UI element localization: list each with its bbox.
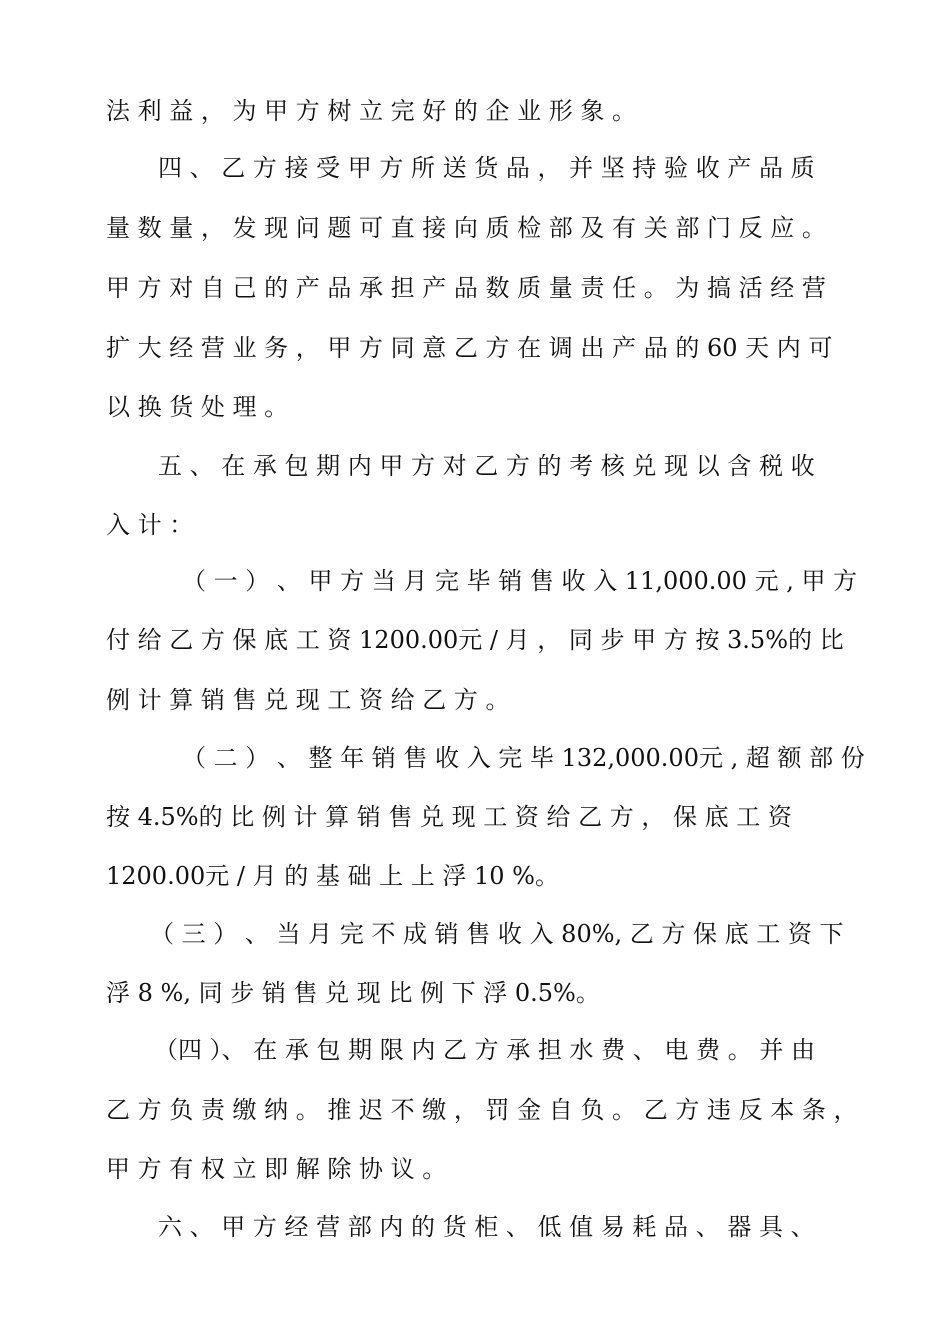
text-line-19 xyxy=(0,1149,950,1189)
line-text: 甲 方 对 自 己 的 产 品 承 担 产 品 数 质 量 责 任 。 为 搞 活 经 营 xyxy=(106,274,826,302)
text-line-5 xyxy=(0,328,950,368)
line-text: 扩 大 经 营 业 务 ， 甲 方 同 意 乙 方 在 调 出 产 品 的 60 天 内 可 xyxy=(106,334,833,362)
line-text: （四 ）、 在 承 包 期 限 内 乙 方 承 担 水 费 、 电 费 。 并 由 xyxy=(154,1036,815,1064)
text-line-3 xyxy=(0,208,950,248)
line-text: 浮 8 %, 同 步 销 售 兑 现 比 例 下 浮 0.5%。 xyxy=(106,979,600,1007)
line-text: 1200.00元 / 月 的 基 础 上 上 浮 10 %。 xyxy=(106,862,559,890)
text-line-11 xyxy=(0,680,950,720)
text-line-17 xyxy=(0,1030,950,1070)
line-text: 量 数 量 ， 发 现 问 题 可 直 接 向 质 检 部 及 有 关 部 门 反 应 。 xyxy=(106,214,826,242)
line-text: 法 利 益 ， 为 甲 方 树 立 完 好 的 企 业 形 象 。 xyxy=(106,97,637,125)
line-text: （ 一 ） 、 甲 方 当 月 完 毕 销 售 收 入 11,000.00 元 , 甲 方 xyxy=(182,567,858,595)
line-text: （ 三 ） 、 当 月 完 不 成 销 售 收 入 80%, 乙 方 保 底 工 资 下 xyxy=(150,920,844,948)
text-line-16 xyxy=(0,973,950,1013)
text-line-10 xyxy=(0,620,950,660)
line-text: 按 4.5%的 比 例 计 算 销 售 兑 现 工 资 给 乙 方 ， 保 底 工 资 xyxy=(106,803,792,831)
line-text: 六 、 甲 方 经 营 部 内 的 货 柜 、 低 值 易 耗 品 、 器 具 、 xyxy=(158,1213,815,1241)
text-line-2 xyxy=(0,148,950,188)
line-text: 五 、 在 承 包 期 内 甲 方 对 乙 方 的 考 核 兑 现 以 含 税 收 xyxy=(158,452,815,480)
text-line-7 xyxy=(0,446,950,486)
line-text: 以 换 货 处 理 。 xyxy=(106,393,289,421)
line-text: 付 给 乙 方 保 底 工 资 1200.00元 / 月 ， 同 步 甲 方 按 3.5%的 比 xyxy=(106,626,844,654)
text-line-14 xyxy=(0,856,950,896)
text-line-4 xyxy=(0,268,950,308)
line-text: （ 二 ） 、 整 年 销 售 收 入 完 毕 132,000.00元 , 超 额 部 份 xyxy=(182,744,865,772)
line-text: 例 计 算 销 售 兑 现 工 资 给 乙 方 。 xyxy=(106,686,510,714)
text-line-18 xyxy=(0,1090,950,1130)
line-text: 甲 方 有 权 立 即 解 除 协 议 。 xyxy=(106,1155,447,1183)
text-line-1 xyxy=(0,91,950,131)
text-line-15 xyxy=(0,914,950,954)
text-line-6 xyxy=(0,387,950,427)
text-line-12 xyxy=(0,738,950,778)
line-text: 入 计 ： xyxy=(106,511,194,539)
text-line-13 xyxy=(0,797,950,837)
text-line-20 xyxy=(0,1207,950,1247)
text-line-9 xyxy=(0,561,950,601)
line-text: 乙 方 负 责 缴 纳 。 推 迟 不 缴 ， 罚 金 自 负 。 乙 方 违 反 本 条 ， xyxy=(106,1096,858,1124)
text-line-8 xyxy=(0,505,950,545)
line-text: 四 、 乙 方 接 受 甲 方 所 送 货 品 ， 并 坚 持 验 收 产 品 质 xyxy=(158,154,815,182)
